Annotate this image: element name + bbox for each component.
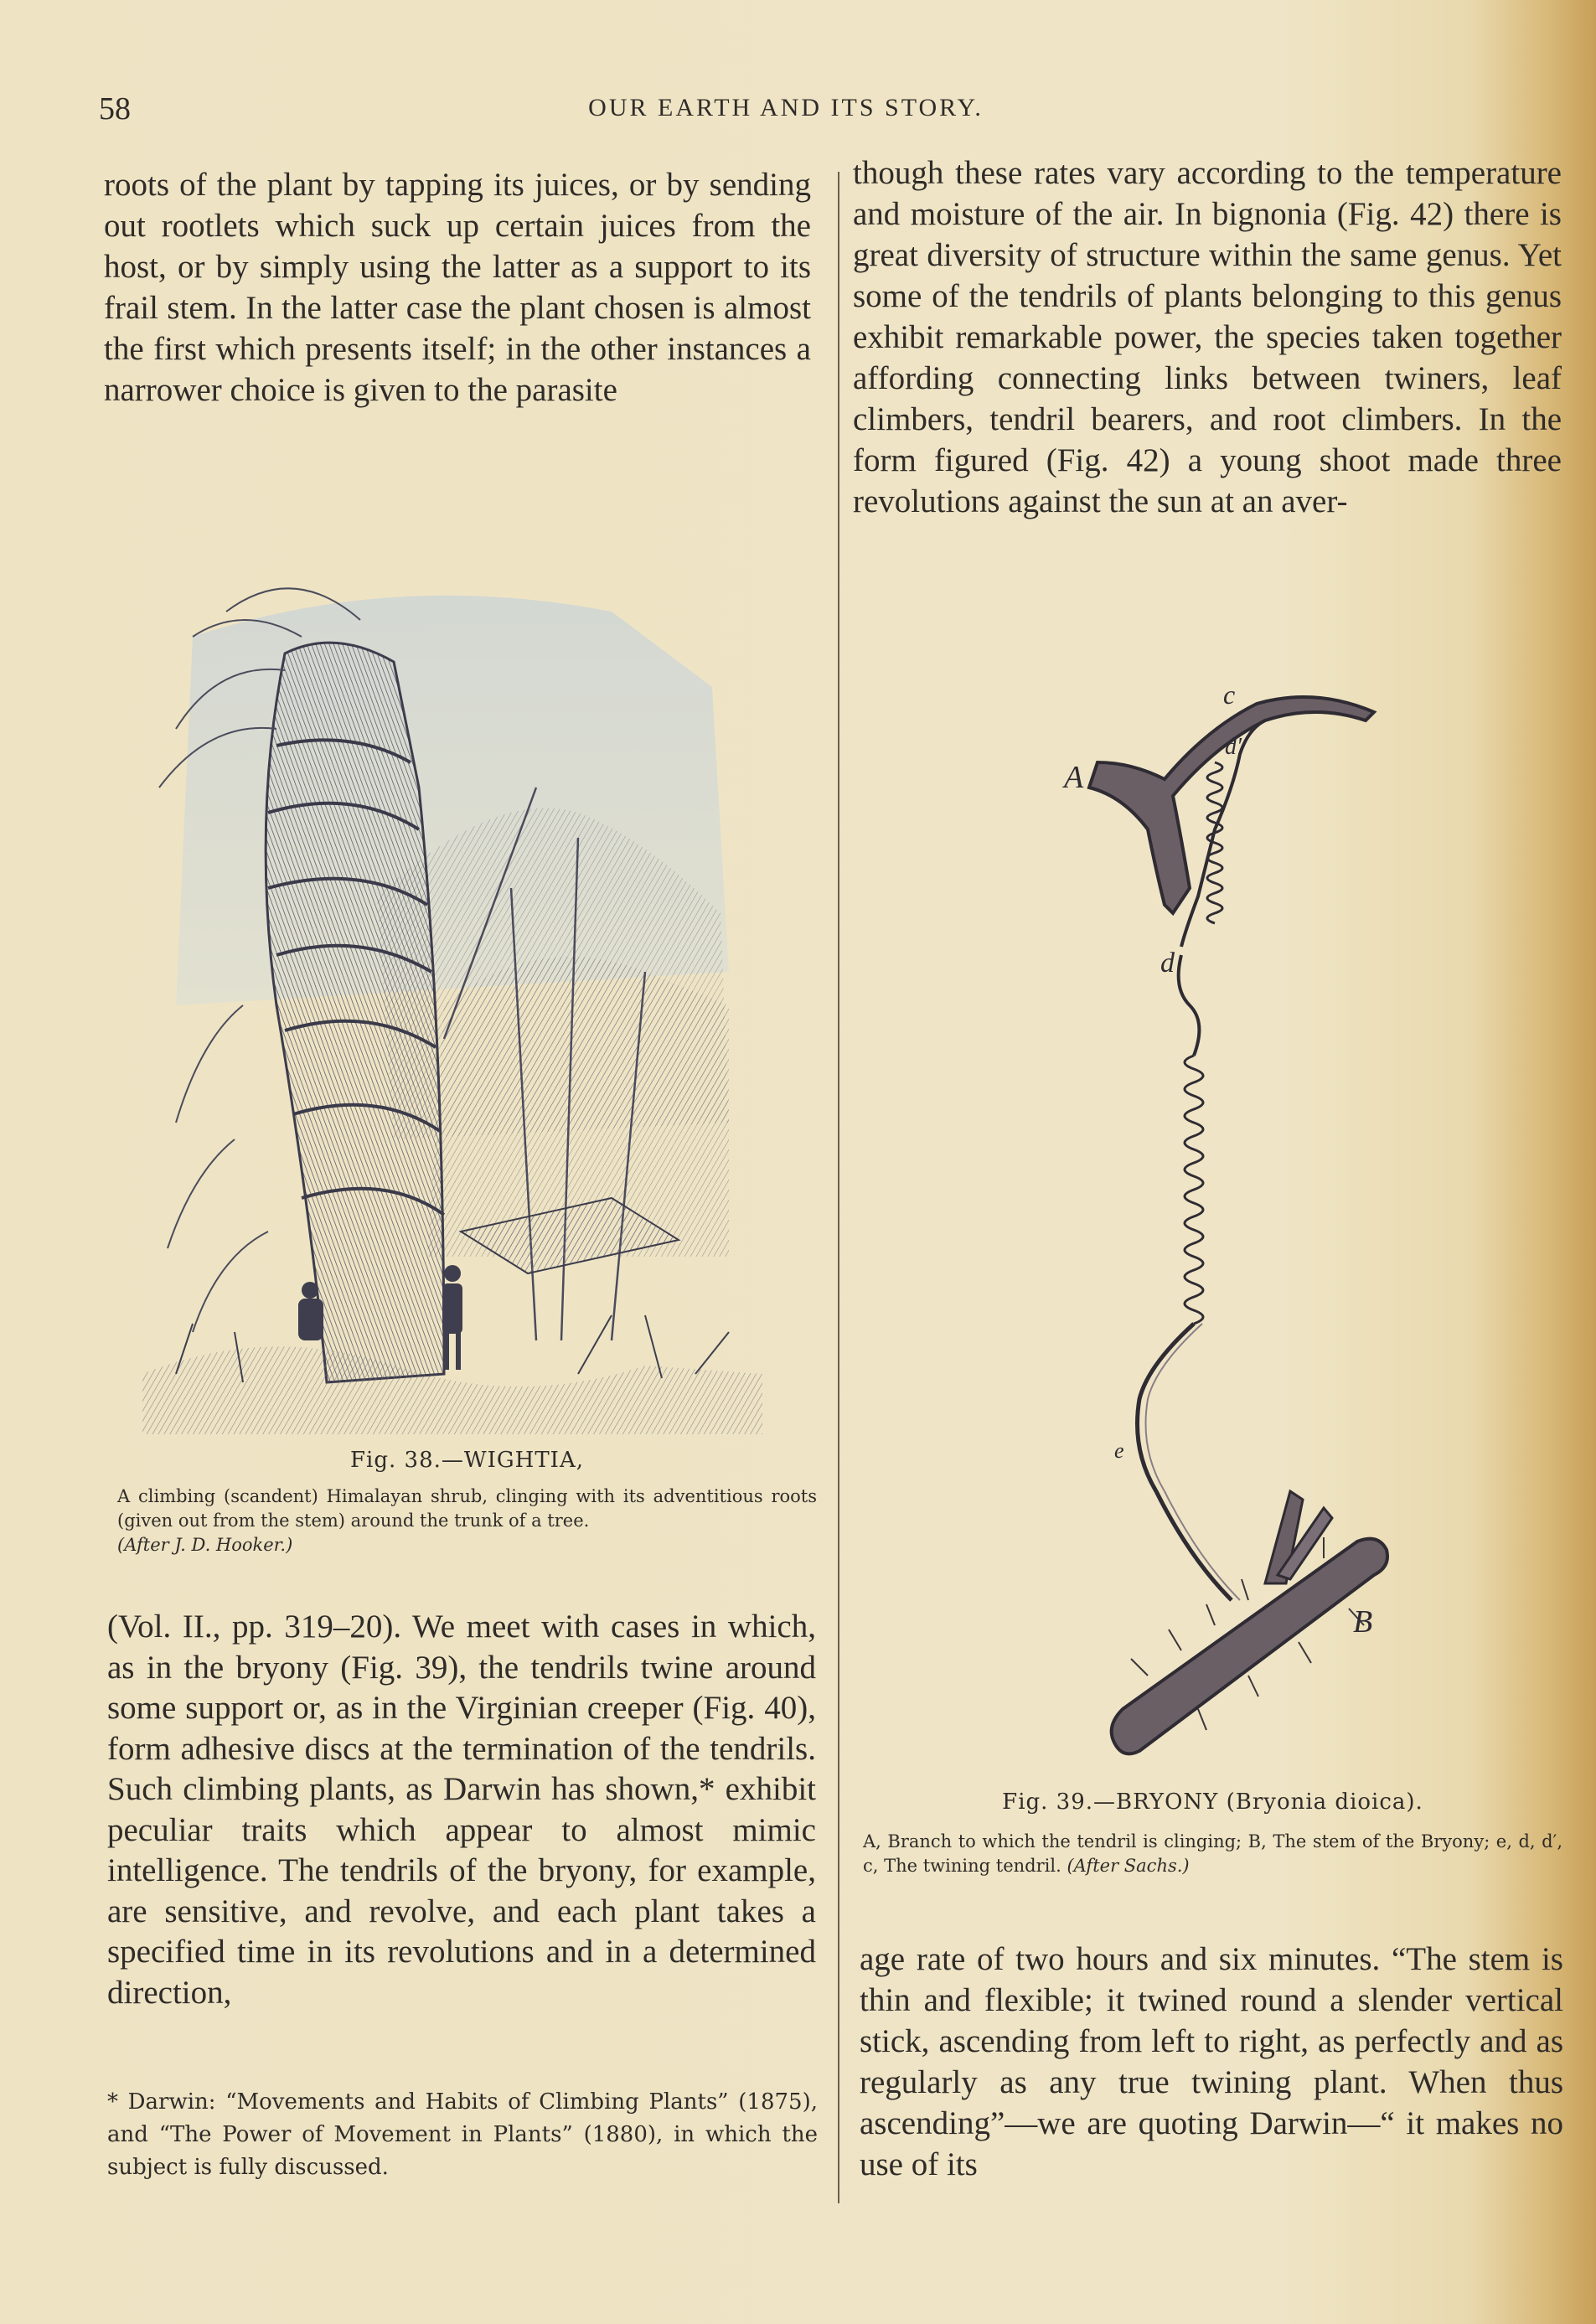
figure-39-heading: Fig. 39.—BRYONY (Bryonia dioica). bbox=[1002, 1789, 1423, 1815]
footnote: * Darwin: “Movements and Habits of Climbing Plants” (1875), and “The Power of Movement in Plants” (1880), in which the subject is fully discussed. bbox=[107, 2089, 818, 2180]
figure-39-caption-text: A, Branch to which the tendril is clinging; B, The stem of the Bryony; e, d, d′, c, The twining tendril. bbox=[863, 1831, 1562, 1876]
figure-38-description bbox=[117, 1485, 817, 1557]
right-column-top bbox=[853, 152, 1562, 522]
right-top-paragraph: though these rates vary according to the temperature and moisture of the air. In bignonia (Fig. 42) there is great diversity of structure within the same genus. Yet some of the tendrils of plants belonging to this genus exhibit remarkable power, the species taken together affording connecting links between twiners, leaf climbers, tendril bearers, and root climbers. In the form figured (Fig. 42) a young shoot made three revolutions against the sun at an aver- bbox=[853, 155, 1562, 519]
figure-38-credit: (After J. D. Hooker.) bbox=[117, 1535, 293, 1555]
label-d: d bbox=[1160, 948, 1175, 979]
figure-38-caption bbox=[117, 1448, 817, 1557]
figure-39-bryony-illustration bbox=[1047, 670, 1399, 1776]
left-bottom-paragraph: (Vol. II., pp. 319–20). We meet with cases in which, as in the bryony (Fig. 39), the tendrils twine around some support or, as in the Virginian creeper (Fig. 40), form adhesive discs at the termination of the tendrils. Such climbing plants, as Darwin has shown,* exhibit peculiar traits which appear to almost mimic intelligence. The tendrils of the bryony, for example, are sensitive, and revolve, and each plant takes a specified time in its revolutions and in a determined direction, bbox=[107, 1609, 816, 2011]
label-c: c bbox=[1223, 679, 1236, 710]
figure-38-caption-text: A climbing (scandent) Himalayan shrub, clinging with its adventitious roots (given out from the stem) around the trunk of a tree. bbox=[117, 1486, 817, 1531]
running-title: OUR EARTH AND ITS STORY. bbox=[588, 94, 984, 121]
left-column-top bbox=[104, 164, 811, 411]
figure-39-credit: (After Sachs.) bbox=[1067, 1856, 1190, 1876]
right-bottom-paragraph: age rate of two hours and six minutes. “The stem is thin and flexible; it twined round a slender vertical stick, ascending from left to right, as perfectly and as regularly as any true twining plant. When thus ascending”—we are quoting Darwin—“ it makes no use of its bbox=[860, 1941, 1563, 2182]
figure-39-caption bbox=[863, 1789, 1562, 1878]
left-column-bottom bbox=[107, 1607, 816, 2013]
page-number: 58 bbox=[99, 91, 131, 127]
label-A: A bbox=[1064, 760, 1084, 795]
label-e: e bbox=[1114, 1438, 1124, 1463]
figure-39-description bbox=[863, 1830, 1562, 1878]
label-B: B bbox=[1353, 1604, 1373, 1640]
figure-38-wightia-illustration bbox=[142, 536, 771, 1434]
page-header bbox=[99, 90, 1473, 127]
figure-38-heading: Fig. 38.—WIGHTIA, bbox=[350, 1448, 584, 1473]
left-top-paragraph: roots of the plant by tapping its juices, or by sending out rootlets which suck up certain juices from the host, or by simply using the latter as a support to its frail stem. In the latter case the plant chosen is almost the first which presents itself; in the other instances a narrower choice is given to the parasite bbox=[104, 167, 811, 408]
label-d-prime: d′ bbox=[1225, 734, 1242, 760]
right-column-bottom bbox=[860, 1939, 1563, 2185]
column-rule bbox=[838, 172, 839, 2203]
